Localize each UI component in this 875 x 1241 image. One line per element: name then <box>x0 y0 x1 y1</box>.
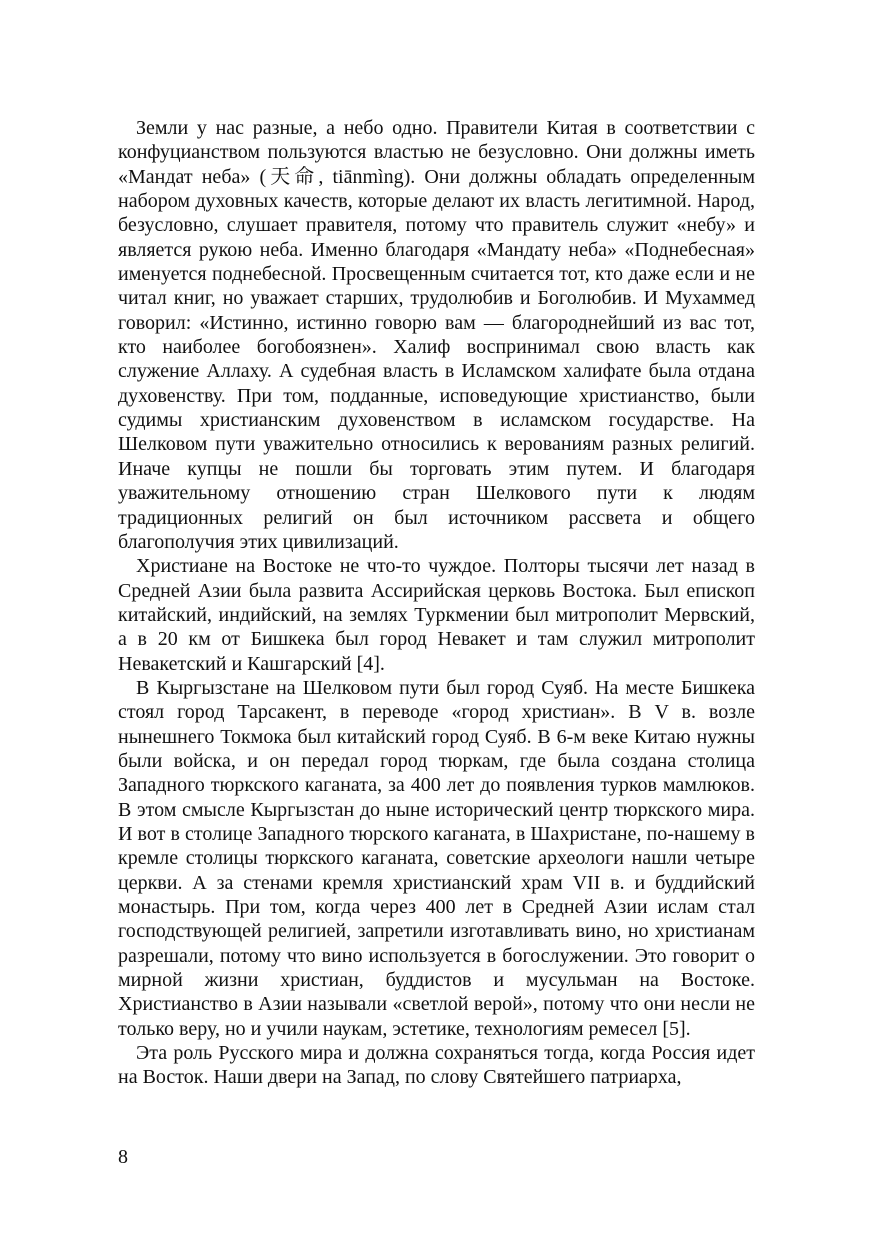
page-number: 8 <box>118 1146 128 1168</box>
paragraph-mandate-of-heaven: Земли у нас разные, а небо одно. Правители Китая в соответствии с конфуцианством пользуются властью не безусловно. Они должны иметь «Мандат неба» (天命, tiānmìng). Они должны обладать определенным набором духовных качеств, которые делают их власть легитимной. Народ, безусловно, слушает правителя, потому что правитель служит «небу» и является рукою неба. Именно благодаря «Мандату неба» «Поднебесная» именуется поднебесной. Просвещенным считается тот, кто даже если и не читал книг, но уважает старших, трудолюбив и Боголюбив. И Мухаммед говорил: «Истинно, истинно говорю вам — благороднейший из вас тот, кто наиболее богобоязнен». Халиф воспринимал свою власть как служение Аллаху. А судебная власть в Исламском халифате была отдана духовенству. При том, подданные, исповедующие христианство, были судимы христианским духовенством в исламском государстве. На Шелковом пути уважительно относились к верованиям разных религий. Иначе купцы не пошли бы торговать этим путем. И благодаря уважительному отношению стран Шелкового пути к людям традиционных религий он был источником рассвета и общего благополучия этих цивилизаций. <box>118 117 755 553</box>
paragraph-kyrgyzstan-suyab: В Кыргызстане на Шелковом пути был город Суяб. На месте Бишкека стоял город Тарсакент, в переводе «город христиан». В V в. возле нынешнего Токмока был китайский город Суяб. В 6-м веке Китаю нужны были войска, и он передал город тюркам, где была создана столица Западного тюркского каганата, за 400 лет до появления турков мамлюков. В этом смысле Кыргызстан до ныне исторический центр тюркского мира. И вот в столице Западного тюрского каганата, в Шахристане, по-нашему в кремле столицы тюркского каганата, советские археологи нашли четыре церкви. А за стенами кремля христианский храм VII в. и буддийский монастырь. При том, когда через 400 лет в Средней Азии ислам стал господствующей религией, запретили изготавливать вино, но христианам разрешали, потому что вино используется в богослужении. Это говорит о мирной жизни христиан, буддистов и мусульман на Востоке. Христианство в Азии называли «светлой верой», потому что они несли не только веру, но и учили наукам, эстетике, технологиям ремесел [5]. <box>118 676 755 1040</box>
paragraph-christians-in-east: Христиане на Востоке не что-то чуждое. Полторы тысячи лет назад в Средней Азии была развита Ассирийская церковь Востока. Был епископ китайский, индийский, на землях Туркмении был митрополит Мервский, а в 20 км от Бишкека был город Невакет и там служил митрополит Невакетский и Кашгарский [4]. <box>118 555 755 675</box>
page-body <box>118 116 755 1090</box>
paragraph-russian-world: Эта роль Русского мира и должна сохраняться тогда, когда Россия идет на Восток. Наши двери на Запад, по слову Святейшего патриарха, <box>118 1042 755 1089</box>
